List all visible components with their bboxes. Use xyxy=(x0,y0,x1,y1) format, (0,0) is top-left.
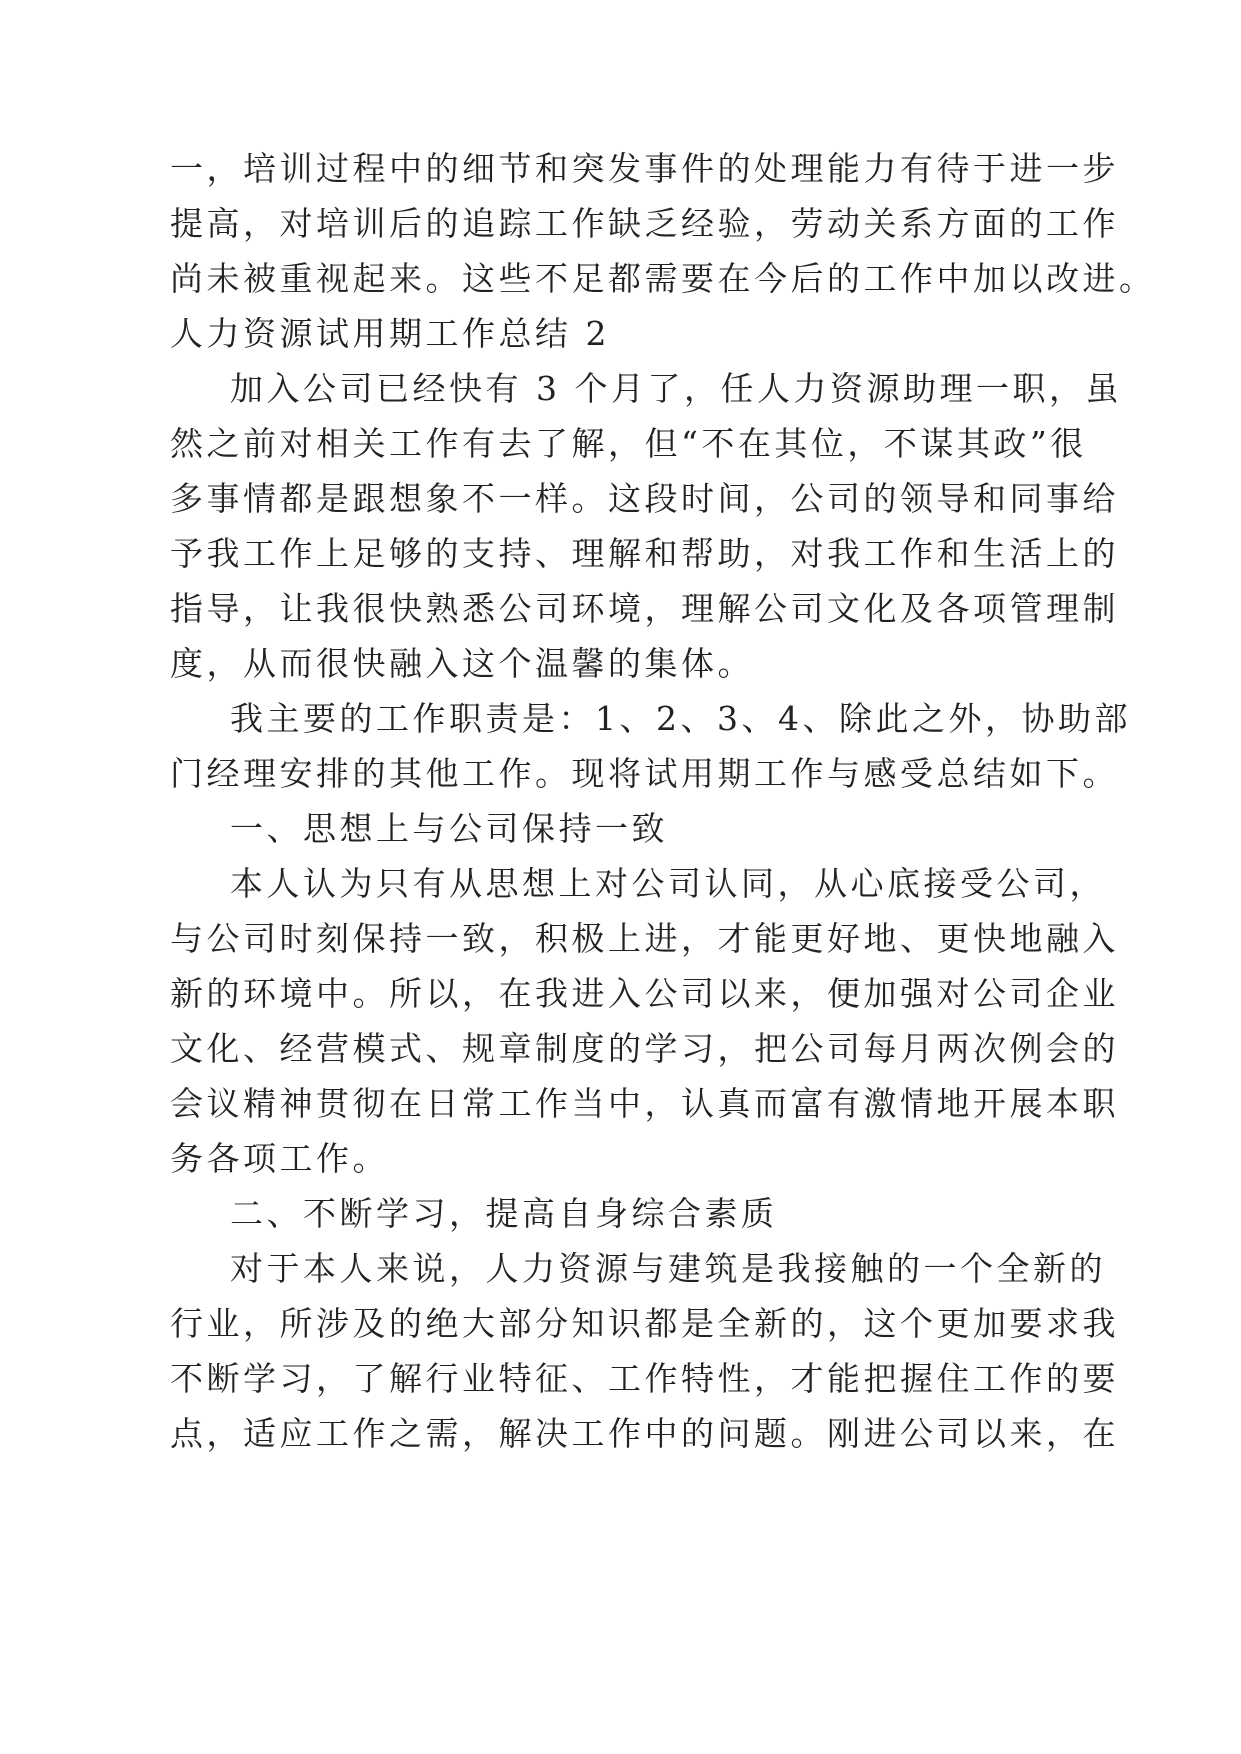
text-line: 然之前对相关工作有去了解，但“不在其位，不谋其政”很 xyxy=(170,424,1087,463)
text-line: 我主要的工作职责是：1、2、3、4、除此之外，协助部 xyxy=(230,699,1131,738)
subheading: 一、思想上与公司保持一致 xyxy=(230,809,668,848)
text-line: 与公司时刻保持一致，积极上进，才能更好地、更快地融入 xyxy=(170,919,1119,958)
text-line: 指导，让我很快熟悉公司环境，理解公司文化及各项管理制 xyxy=(170,589,1119,628)
text-line: 多事情都是跟想象不一样。这段时间，公司的领导和同事给 xyxy=(170,479,1119,518)
text-line: 予我工作上足够的支持、理解和帮助，对我工作和生活上的 xyxy=(170,534,1119,573)
text-line: 对于本人来说，人力资源与建筑是我接触的一个全新的 xyxy=(230,1249,1106,1288)
text-line: 点，适应工作之需，解决工作中的问题。刚进公司以来，在 xyxy=(170,1414,1119,1453)
text-line: 本人认为只有从思想上对公司认同，从心底接受公司， xyxy=(230,864,1106,903)
text-line: 提高，对培训后的追踪工作缺乏经验，劳动关系方面的工作 xyxy=(170,204,1119,243)
subheading: 二、不断学习，提高自身综合素质 xyxy=(230,1194,778,1233)
text-line: 不断学习，了解行业特征、工作特性，才能把握住工作的要 xyxy=(170,1359,1119,1398)
text-line: 文化、经营模式、规章制度的学习，把公司每月两次例会的 xyxy=(170,1029,1119,1068)
text-line: 会议精神贯彻在日常工作当中，认真而富有激情地开展本职 xyxy=(170,1084,1119,1123)
text-line: 尚未被重视起来。这些不足都需要在今后的工作中加以改进。 xyxy=(170,259,1156,298)
text-line: 新的环境中。所以，在我进入公司以来，便加强对公司企业 xyxy=(170,974,1119,1013)
text-line: 务各项工作。 xyxy=(170,1139,389,1178)
text-line: 一，培训过程中的细节和突发事件的处理能力有待于进一步 xyxy=(170,149,1119,188)
text-line: 门经理安排的其他工作。现将试用期工作与感受总结如下。 xyxy=(170,754,1119,793)
section-title: 人力资源试用期工作总结 2 xyxy=(170,314,610,353)
text-line: 度，从而很快融入这个温馨的集体。 xyxy=(170,644,754,683)
text-line: 加入公司已经快有 3 个月了，任人力资源助理一职，虽 xyxy=(230,369,1122,408)
text-line: 行业，所涉及的绝大部分知识都是全新的，这个更加要求我 xyxy=(170,1304,1119,1343)
